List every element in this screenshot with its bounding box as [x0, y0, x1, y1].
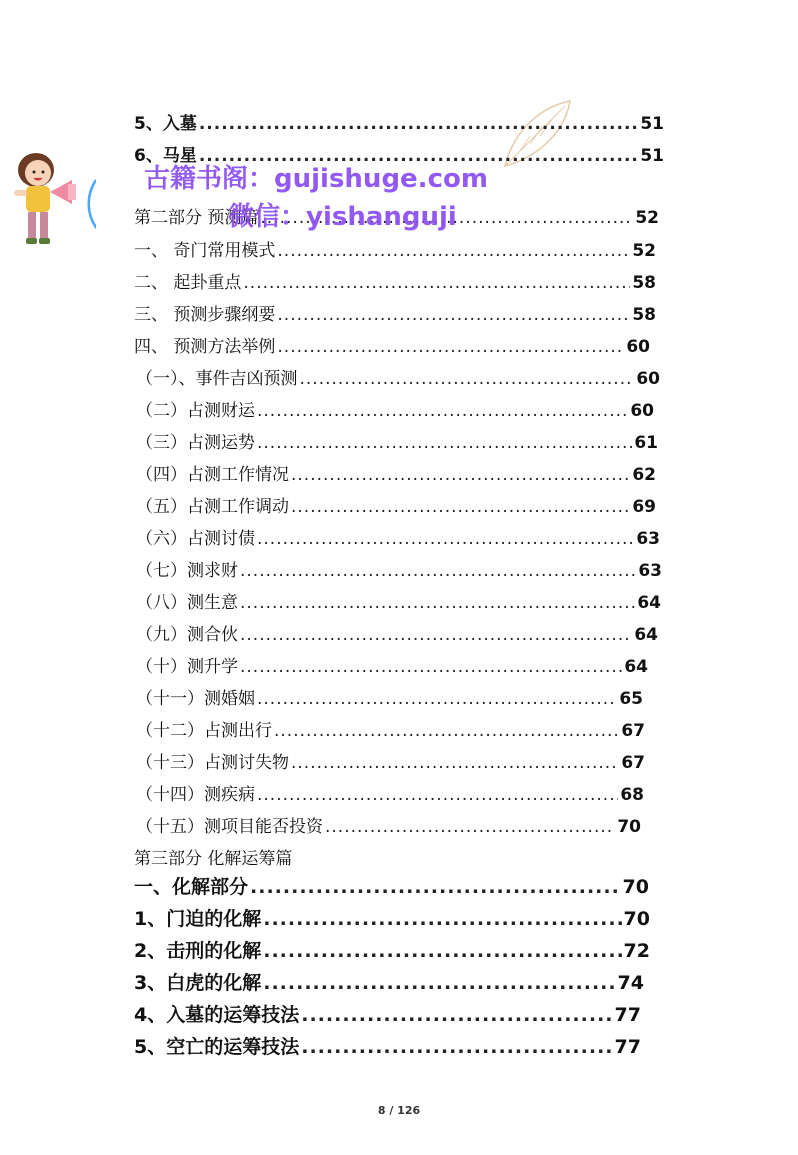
- toc-entry-title: 5、入墓: [134, 114, 197, 134]
- dot-leader: [291, 497, 630, 517]
- dot-leader: [300, 369, 635, 389]
- toc-entry-page: 60: [630, 401, 654, 421]
- toc-entry-title: 二、 起卦重点: [134, 273, 242, 293]
- toc-entry: [136, 460, 656, 485]
- toc-entry-page: 67: [621, 753, 645, 773]
- toc-entry-page: 61: [634, 433, 658, 453]
- toc-entry-page: 65: [619, 689, 643, 709]
- dot-leader: [263, 908, 621, 930]
- toc-entry-page: 70: [623, 908, 650, 930]
- toc-entry-title: （十四）测疾病: [136, 785, 255, 805]
- toc-entry-page: 58: [632, 305, 656, 325]
- toc-entry: [134, 236, 656, 261]
- dot-leader: [243, 273, 630, 293]
- toc-entry-page: 72: [623, 940, 650, 962]
- toc-entry-page: 70: [617, 817, 641, 837]
- toc-entry-page: 68: [620, 785, 644, 805]
- dot-leader: [277, 305, 630, 325]
- toc-entry-title: （七）测求财: [136, 561, 238, 581]
- toc-entry-page: 64: [634, 625, 658, 645]
- toc-entry: [134, 332, 650, 357]
- dot-leader: [257, 785, 618, 805]
- toc-entry: [134, 872, 649, 899]
- toc-entry-title: （十二）占测出行: [136, 721, 272, 741]
- toc-entry: [136, 524, 660, 549]
- dot-leader: [257, 401, 628, 421]
- toc-entry-title: 一、化解部分: [134, 876, 249, 898]
- toc-entry-page: 60: [626, 337, 650, 357]
- toc-entry-page: 52: [632, 241, 656, 261]
- toc-entry-title: （四）占测工作情况: [136, 465, 289, 485]
- toc-entry-page: 64: [637, 593, 661, 613]
- dot-leader: [301, 1004, 612, 1026]
- toc-entry-page: 69: [632, 497, 656, 517]
- toc-entry: [136, 684, 643, 709]
- toc-entry-page: 52: [635, 208, 659, 228]
- toc-entry: [134, 1032, 641, 1059]
- toc-entry-page: 77: [614, 1004, 641, 1026]
- toc-entry-page: 70: [622, 876, 649, 898]
- toc-entry-title: （三）占测运势: [136, 433, 255, 453]
- toc-entry-title: （一）、事件吉凶预测: [136, 369, 298, 389]
- page-indicator: 8 / 126: [377, 1104, 421, 1117]
- toc-entry-page: 64: [624, 657, 648, 677]
- toc-entry: [136, 748, 645, 773]
- dot-leader: [240, 657, 622, 677]
- toc-entry: [134, 968, 644, 995]
- dot-leader: [277, 337, 624, 357]
- toc-entry: [136, 620, 658, 645]
- toc-entry-page: 63: [636, 529, 660, 549]
- dot-leader: [199, 114, 638, 134]
- dot-leader: [291, 753, 619, 773]
- dot-leader: [291, 465, 630, 485]
- dot-leader: [257, 529, 634, 549]
- toc-entry: [136, 364, 660, 389]
- watermark-website: 古籍书阁：gujishuge.com: [144, 164, 488, 194]
- dot-leader: [240, 625, 632, 645]
- toc-entry-title: （十）测升学: [136, 657, 238, 677]
- mascot-icon: [6, 140, 96, 255]
- toc-entry-page: 60: [636, 369, 660, 389]
- toc-entry-title: （八）测生意: [136, 593, 238, 613]
- toc-entry-title: （十三）占测讨失物: [136, 753, 289, 773]
- dot-leader: [257, 433, 632, 453]
- toc-entry-title: 四、 预测方法举例: [134, 337, 276, 357]
- toc-entry: [134, 109, 664, 134]
- toc-entry: [136, 428, 658, 453]
- toc-entry-page: 67: [621, 721, 645, 741]
- toc-entry: [134, 1000, 641, 1027]
- section3-heading: 第三部分 化解运筹篇: [134, 849, 293, 869]
- toc-entry: [136, 492, 656, 517]
- toc-entry-page: 77: [614, 1036, 641, 1058]
- toc-entry: [136, 396, 654, 421]
- toc-entry: [134, 268, 656, 293]
- toc-entry-page: 63: [638, 561, 662, 581]
- toc-entry-title: （六）占测讨债: [136, 529, 255, 549]
- toc-entry-page: 62: [632, 465, 656, 485]
- toc-entry-title: 1、门迫的化解: [134, 908, 262, 930]
- toc-entry-page: 51: [640, 114, 664, 134]
- toc-entry-title: 三、 预测步骤纲要: [134, 305, 276, 325]
- toc-entry: [136, 652, 648, 677]
- toc-entry-title: 一、 奇门常用模式: [134, 241, 276, 261]
- toc-entry: [134, 300, 656, 325]
- dot-leader: [274, 721, 619, 741]
- dot-leader: [277, 241, 630, 261]
- dot-leader: [263, 972, 615, 994]
- dot-leader: [240, 561, 636, 581]
- toc-entry-title: 5、空亡的运筹技法: [134, 1036, 300, 1058]
- toc-entry: [136, 812, 641, 837]
- toc-entry-title: 2、击刑的化解: [134, 940, 262, 962]
- toc-entry-title: 6、马星: [134, 146, 197, 166]
- toc-entry-page: 74: [617, 972, 644, 994]
- dot-leader: [263, 940, 621, 962]
- toc-entry: [134, 936, 650, 963]
- toc-entry: [136, 556, 662, 581]
- toc-entry-title: （五）占测工作调动: [136, 497, 289, 517]
- watermark-wechat: 微信：yishanguji: [228, 202, 457, 232]
- toc-entry-title: （二）占测财运: [136, 401, 255, 421]
- toc-entry: [136, 780, 644, 805]
- dot-leader: [257, 689, 617, 709]
- dot-leader: [325, 817, 615, 837]
- toc-entry-page: 51: [640, 146, 664, 166]
- dot-leader: [250, 876, 621, 898]
- toc-entry-title: （十五）测项目能否投资: [136, 817, 323, 837]
- dot-leader: [301, 1036, 612, 1058]
- toc-entry-page: 58: [632, 273, 656, 293]
- toc-entry-title: （九）测合伙: [136, 625, 238, 645]
- toc-entry-title: 4、入墓的运筹技法: [134, 1004, 300, 1026]
- toc-entry: [136, 716, 645, 741]
- toc-entry-title: 3、白虎的化解: [134, 972, 262, 994]
- toc-entry-title: 第二部分 预测篇: [134, 208, 259, 228]
- toc-entry-title: （十一）测婚姻: [136, 689, 255, 709]
- toc-entry: [136, 588, 661, 613]
- dot-leader: [240, 593, 635, 613]
- toc-entry: [134, 904, 650, 931]
